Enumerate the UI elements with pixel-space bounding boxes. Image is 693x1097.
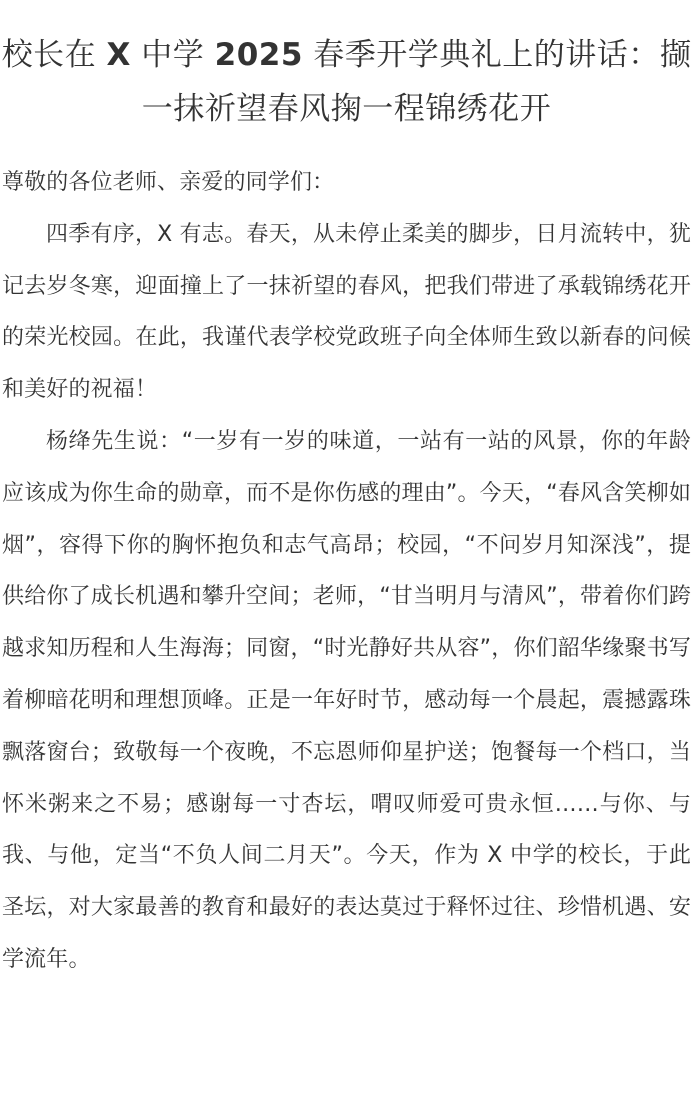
paragraph-quote: 杨绛先生说：“一岁有一岁的味道，一站有一站的风景，你的年龄应该成为你生命的勋章，而不是你伤感的理由”。今天，“春风含笑柳如烟”，容得下你的胸怀抱负和志气高昂；校园，“不问岁月知深浅”，提供给你了成长机遇和攀升空间；老师，“甘当明月与清风”，带着你们跨越求知历程和人生海海；同窗，“时光静好共从容”，你们韶华缘聚书写着柳暗花明和理想顶峰。正是一年好时节，感动每一个晨起，震撼露珠飘落窗台；致敬每一个夜晚，不忘恩师仰星护送；饱餐每一个档口，当怀米粥来之不易；感谢每一寸杏坛，喟叹师爱可贵永恒……与你、与我、与他，定当“不负人间二月天”。今天，作为 X 中学的校长，于此圣坛，对大家最善的教育和最好的表达莫过于释怀过往、珍惜机遇、安学流年。 <box>2 428 691 972</box>
title-text-part1: 校长在 <box>1 37 107 73</box>
paragraph-opening: 四季有序，X 有志。春天，从未停止柔美的脚步，日月流转中，犹记去岁冬寒，迎面撞上了一抹祈望的春风，把我们带进了承载锦绣花开的荣光校园。在此，我谨代表学校党政班子向全体师生致以新春的问候和美好的祝福！ <box>2 221 691 403</box>
salutation: 尊敬的各位老师、亲爱的同学们： <box>2 170 335 195</box>
article-body <box>2 157 691 986</box>
title-text-part3: 春季开学典礼上的讲话：撷一抹祈望春风掬一程锦绣花开 <box>141 37 692 127</box>
article-title <box>0 28 693 136</box>
title-text-part2: 中学 <box>130 37 215 73</box>
title-bold-x: X <box>106 37 131 73</box>
title-bold-year: 2025 <box>214 37 303 73</box>
